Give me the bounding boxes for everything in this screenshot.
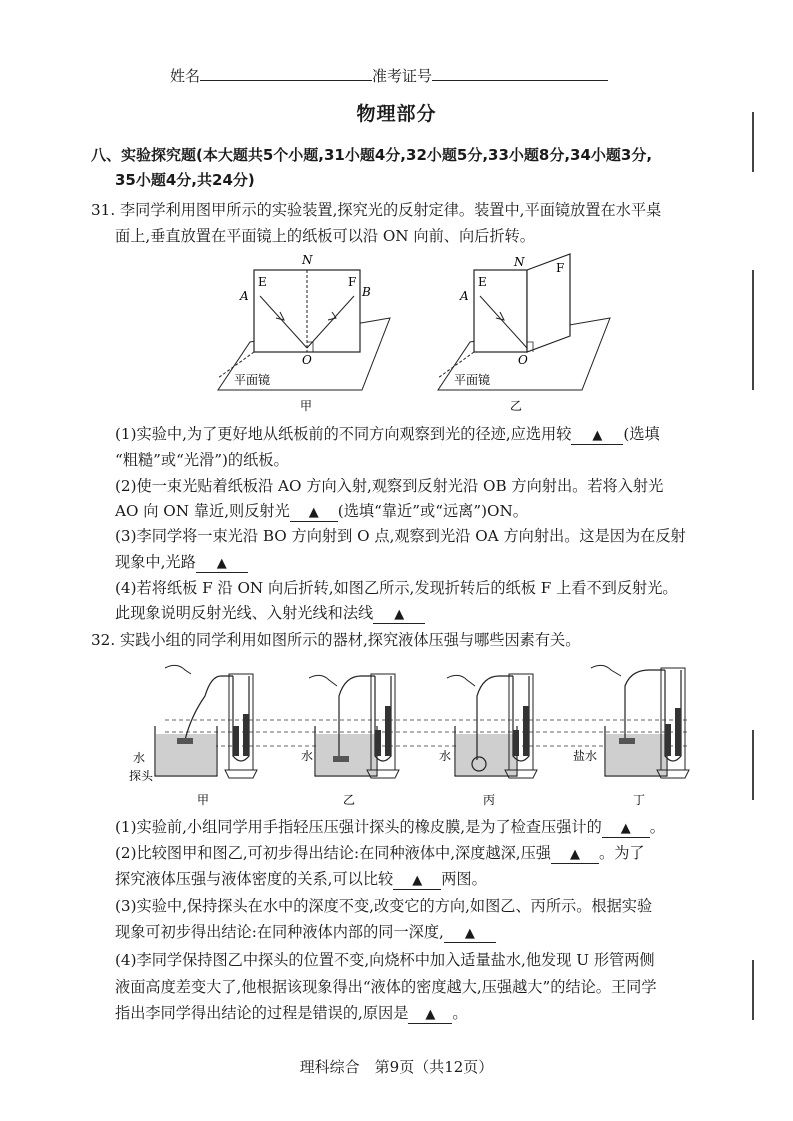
mirror-label: 平面镜 <box>234 373 271 387</box>
candidate-header <box>170 64 608 86</box>
figure-caption: 甲 <box>300 399 313 413</box>
q32-part4-cont2: 指出李同学得出结论的过程是错误的,原因是 ▲ 。 <box>115 1004 468 1022</box>
q32-stem: 32. 实践小组的同学利用如图所示的器材,探究液体压强与哪些因素有关。 <box>91 631 581 649</box>
apparatus-ding <box>591 665 689 778</box>
label-N: N <box>302 253 313 267</box>
q31-part3-cont: 现象中,光路 ▲ <box>115 552 248 573</box>
figure-caption: 甲 <box>197 793 210 807</box>
figure-caption: 丁 <box>633 793 646 807</box>
apparatus-bing <box>447 674 537 778</box>
q32-part4-cont: 液面高度差变大了,他根据该现象得出“液体的密度越大,压强越大”的结论。王同学 <box>115 978 657 996</box>
liquid-label: 水 <box>133 751 146 765</box>
q31-part4: (4)若将纸板 F 沿 ON 向后折转,如图乙所示,发现折转后的纸板 F 上看不到反射光。 <box>115 579 678 597</box>
section-heading-cont: 35小题4分,共24分) <box>115 171 255 189</box>
q32-part2-cont: 探究液体压强与液体密度的关系,可以比较 ▲ 两图。 <box>115 870 487 888</box>
q32-part4: (4)李同学保持图乙中探头的位置不变,向烧杯中加入适量盐水,他发现 U 形管两侧 <box>115 951 655 969</box>
probe-label: 探头 <box>129 769 154 783</box>
q32-part3-cont: 现象可初步得出结论:在同种液体内部的同一深度, ▲ <box>115 922 496 943</box>
answer-blank[interactable]: ▲ <box>290 505 338 522</box>
apparatus-yi <box>309 674 399 778</box>
answer-blank[interactable]: ▲ <box>551 847 599 864</box>
label-B: B <box>362 285 371 299</box>
q32-figure <box>125 656 705 816</box>
label-N: N <box>514 255 525 269</box>
answer-blank[interactable]: ▲ <box>373 607 425 624</box>
q31-part1-cont: “粗糙”或“光滑”)的纸板。 <box>115 451 289 469</box>
q32-part3: (3)实验中,保持探头在水中的深度不变,改变它的方向,如图乙、丙所示。根据实验 <box>115 897 653 915</box>
page-edge-line <box>752 730 754 800</box>
answer-blank[interactable]: ▲ <box>602 821 650 838</box>
figure-caption: 乙 <box>343 793 356 807</box>
name-label: 姓名 <box>170 67 201 85</box>
label-E: E <box>258 275 267 289</box>
answer-blank[interactable]: ▲ <box>571 428 623 445</box>
answer-blank[interactable]: ▲ <box>393 873 441 890</box>
name-field[interactable] <box>200 64 372 81</box>
section-heading: 八、实验探究题(本大题共5个小题,31小题4分,32小题5分,33小题8分,34小题3分, <box>91 146 653 164</box>
answer-blank[interactable]: ▲ <box>408 1007 452 1024</box>
id-label: 准考证号 <box>372 67 433 85</box>
q31-part1: (1)实验中,为了更好地从纸板前的不同方向观察到光的径迹,应选用较 ▲ (选填 <box>115 425 660 443</box>
figure-caption: 丙 <box>483 793 496 807</box>
label-O: O <box>518 353 528 367</box>
page-edge-line <box>752 960 754 1020</box>
q32-part2: (2)比较图甲和图乙,可初步得出结论:在同种液体中,深度越深,压强 ▲ 。为了 <box>115 844 645 862</box>
id-field[interactable] <box>432 64 608 81</box>
q31-stem-cont: 面上,垂直放置在平面镜上的纸板可以沿 ON 向前、向后折转。 <box>115 227 535 245</box>
q31-part3: (3)李同学将一束光沿 BO 方向射到 O 点,观察到光沿 OA 方向射出。这是因为在反射 <box>115 527 686 545</box>
q31-part2: (2)使一束光贴着纸板沿 AO 方向入射,观察到反射光沿 OB 方向射出。若将入射光 <box>115 477 664 495</box>
label-O: O <box>302 353 312 367</box>
label-A: A <box>240 289 249 303</box>
page-edge-line <box>752 270 754 390</box>
q31-stem: 31. 李同学利用图甲所示的实验装置,探究光的反射定律。装置中,平面镜放置在水平桌 <box>91 201 662 219</box>
page-footer: 理科综合 第9页（共12页） <box>299 1058 494 1076</box>
label-F: F <box>348 275 357 289</box>
answer-blank[interactable]: ▲ <box>444 926 496 943</box>
q31-part4-cont: 此现象说明反射光线、入射光线和法线 ▲ <box>115 603 425 624</box>
q32-part1: (1)实验前,小组同学用手指轻压压强计探头的橡皮膜,是为了检查压强计的 ▲ 。 <box>115 818 665 836</box>
q31-figure-jia <box>210 250 400 420</box>
q31-figure-yi <box>430 250 620 420</box>
label-F: F <box>556 261 565 275</box>
liquid-label: 水 <box>301 749 314 763</box>
mirror-label: 平面镜 <box>454 373 491 387</box>
label-E: E <box>478 275 487 289</box>
apparatus-jia <box>155 665 257 778</box>
answer-blank[interactable]: ▲ <box>196 556 248 573</box>
liquid-label: 盐水 <box>573 749 598 763</box>
figure-caption: 乙 <box>510 399 523 413</box>
liquid-label: 水 <box>439 749 452 763</box>
page-title: 物理部分 <box>356 103 437 125</box>
label-A: A <box>460 289 469 303</box>
q31-part2-cont: AO 向 ON 靠近,则反射光 ▲ (选填“靠近”或“远离”)ON。 <box>115 502 528 520</box>
